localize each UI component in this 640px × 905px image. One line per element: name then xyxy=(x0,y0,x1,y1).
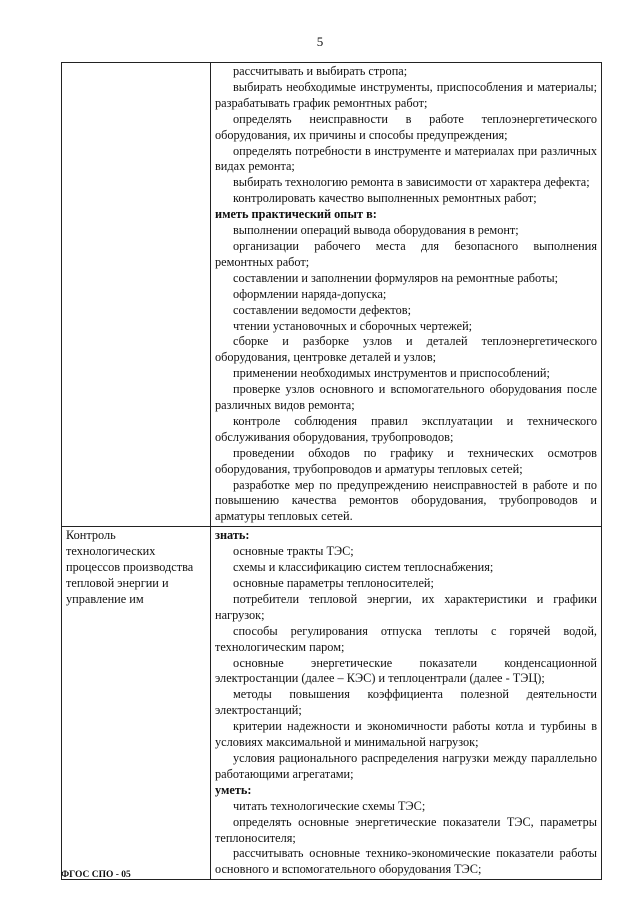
list-item: схемы и классификацию систем теплоснабжения; xyxy=(233,560,494,575)
list-item: критерии надежности и экономичности работы котла и турбины в условиях максимальной и минимальной нагрузок; xyxy=(215,719,597,750)
list-item: выбирать технологию ремонта в зависимости от характера дефекта; xyxy=(233,175,590,190)
list-item: выбирать необходимые инструменты, приспособления и материалы; разрабатывать график ремонтных работ; xyxy=(215,79,597,110)
list-item: разработке мер по предупреждению неисправностей в работе и по повышению качества ремонтов оборудования, трубопроводов и арматуры тепловых сетей. xyxy=(215,477,597,524)
list-item: проверке узлов основного и вспомогательного оборудования после различных видов ремонта; xyxy=(215,382,597,413)
competency-table xyxy=(61,62,602,880)
list-item: контролировать качество выполненных ремонтных работ; xyxy=(233,191,537,206)
row1-right-cell xyxy=(211,63,602,527)
list-item: оформлении наряда-допуска; xyxy=(233,286,387,301)
experience-heading: иметь практический опыт в: xyxy=(215,207,377,222)
list-item: основные энергетические показатели конденсационной электростанции (далее – КЭС) и теплоцентрали (далее - ТЭЦ); xyxy=(215,655,597,686)
table-row xyxy=(62,63,602,527)
list-item: определять основные энергетические показатели ТЭС, параметры теплоносителя; xyxy=(215,814,597,845)
list-item: применении необходимых инструментов и приспособлений; xyxy=(233,366,550,381)
list-item: потребители тепловой энергии, их характеристики и графики нагрузок; xyxy=(215,591,597,622)
list-item: рассчитывать основные технико-экономические показатели работы основного и вспомогательного оборудования ТЭС; xyxy=(215,846,597,877)
list-item: читать технологические схемы ТЭС; xyxy=(233,798,426,813)
list-item: основные тракты ТЭС; xyxy=(233,544,354,559)
list-item: проведении обходов по графику и технических осмотров оборудования, трубопроводов и арматуры тепловых сетей; xyxy=(215,445,597,476)
list-item: составлении и заполнении формуляров на ремонтные работы; xyxy=(233,270,559,285)
list-item: определять потребности в инструменте и материалах при различных видах ремонта; xyxy=(215,143,597,174)
footer-label: ФГОС СПО - 05 xyxy=(61,870,131,880)
row1-left-cell xyxy=(62,63,211,527)
list-item: сборке и разборке узлов и деталей теплоэнергетического оборудования, центровке деталей и узлов; xyxy=(215,334,597,365)
list-item: чтении установочных и сборочных чертежей; xyxy=(233,318,473,333)
know-heading: знать: xyxy=(215,528,250,543)
can-heading: уметь: xyxy=(215,782,252,797)
list-item: организации рабочего места для безопасного выполнения ремонтных работ; xyxy=(215,238,597,269)
list-item: методы повышения коэффициента полезной деятельности электростанций; xyxy=(215,687,597,718)
list-item: основные параметры теплоносителей; xyxy=(233,576,434,590)
list-item: способы регулирования отпуска теплоты с горячей водой, технологическим паром; xyxy=(215,623,597,654)
list-item: рассчитывать и выбирать стропа; xyxy=(233,64,408,78)
page-number: 5 xyxy=(316,34,324,49)
table-row xyxy=(62,527,602,880)
list-item: определять неисправности в работе теплоэнергетического оборудования, их причины и способы предупреждения; xyxy=(215,111,597,142)
list-item: контроле соблюдения правил эксплуатации и технического обслуживания оборудования, трубопроводов; xyxy=(215,413,597,444)
list-item: условия рационального распределения нагрузки между параллельно работающими агрегатами; xyxy=(215,750,597,781)
list-item: составлении ведомости дефектов; xyxy=(233,302,412,317)
list-item: выполнении операций вывода оборудования в ремонт; xyxy=(233,223,519,238)
row2-right-cell xyxy=(211,527,602,880)
row2-left-cell: Контроль технологических процессов производства тепловой энергии и управление им xyxy=(62,527,211,880)
